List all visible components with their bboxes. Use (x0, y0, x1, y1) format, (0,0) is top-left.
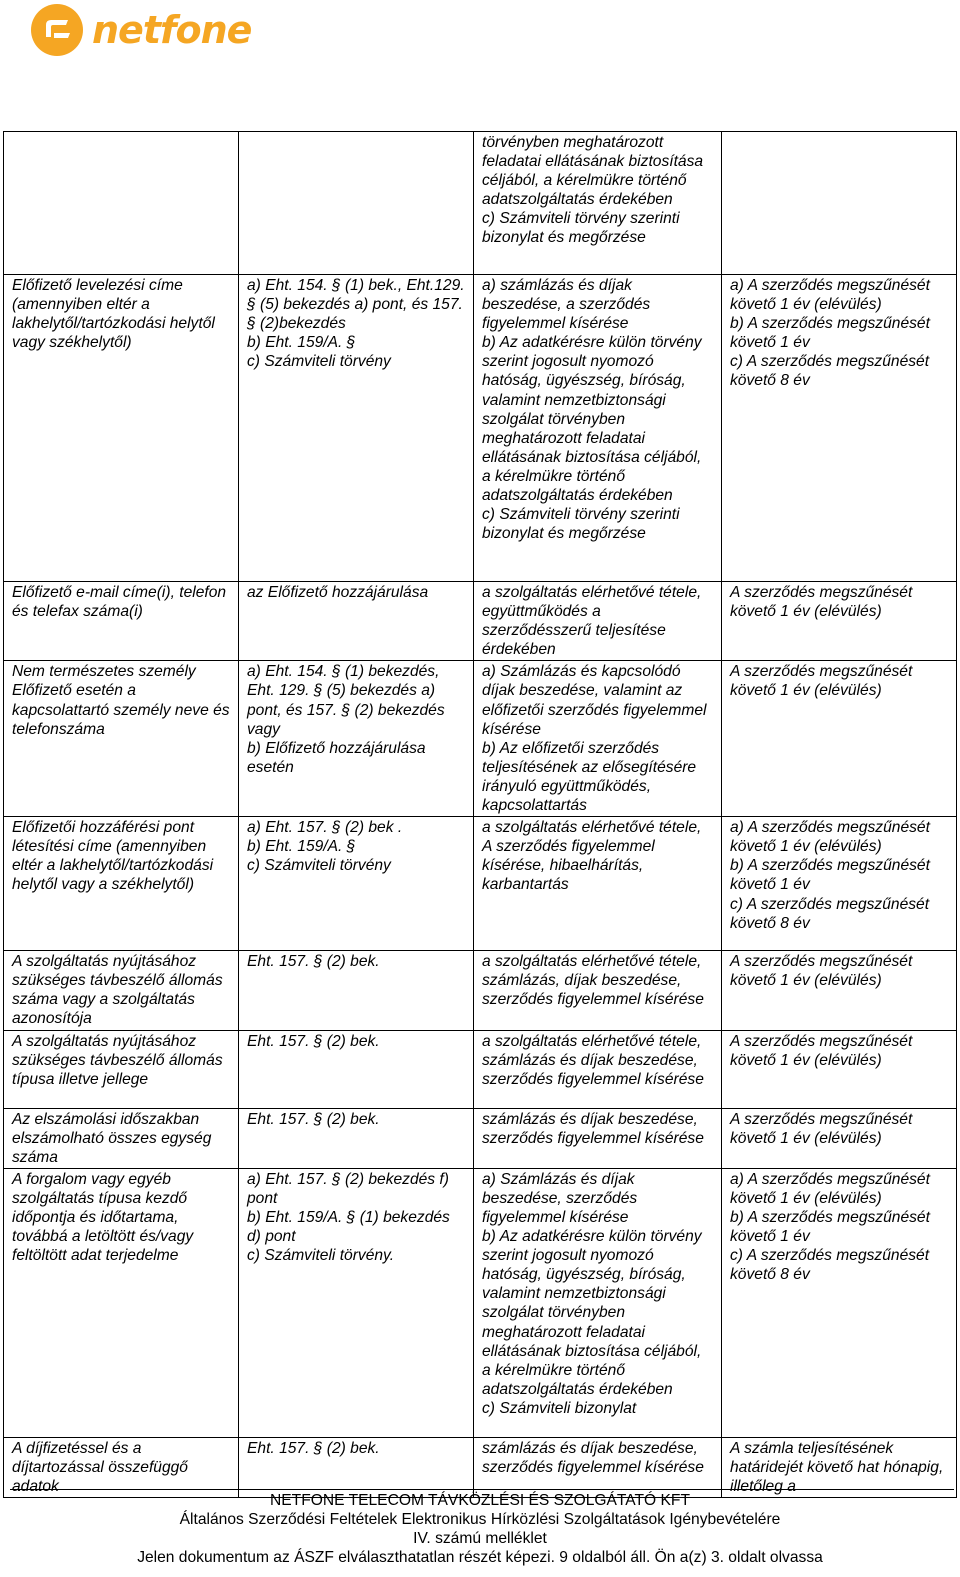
table-cell-c4 (722, 1108, 957, 1168)
footer-company: NETFONE TELECOM TÁVKÖZLÉSI ÉS SZOLGÁTATÓ KFT (270, 1492, 690, 1509)
table-cell-c4 (722, 951, 957, 1030)
cell-text: az Előfizető hozzájárulása (247, 584, 429, 601)
cell-text: a szolgáltatás elérhetővé tétele, együttműködés a szerződésszerű teljesítése érdekében (482, 584, 702, 659)
netfone-wordmark: netfone (92, 8, 252, 52)
table-cell-c2 (239, 275, 474, 582)
cell-text: b) Eht. 159/A. § (247, 838, 356, 856)
table-cell-c4 (722, 275, 957, 582)
cell-text: A forgalom vagy egyéb szolgáltatás típusa kezdő időpontja és időtartama, továbbá a letöltött és/vagy feltöltött adat terjedelme (12, 1170, 194, 1265)
cell-text: A szerződés megszűnését követő 1 év (elévülés) (730, 1032, 913, 1069)
cell-text: b) Eht. 159/A. § (1) bekezdés d) pont (247, 1208, 450, 1246)
table-cell-c4 (722, 661, 957, 817)
table-cell-c1 (4, 1030, 239, 1108)
table-cell-c3 (474, 1030, 722, 1108)
cell-text: c) A szerződés megszűnését követő 8 év (730, 1247, 930, 1284)
cell-text: Eht. 157. § (2) bek. (247, 1110, 380, 1128)
table-row (4, 951, 957, 1030)
cell-text: számlázás és díjak beszedése, szerződés figyelemmel kísérése (482, 1439, 704, 1476)
netfone-logo-icon (30, 3, 84, 57)
netfone-logo (30, 2, 251, 58)
cell-text: a szolgáltatás elérhetővé tétele, számlázás, díjak beszedése, szerződés figyelemmel kísérése (482, 953, 704, 1009)
cell-text: a) A szerződés megszűnését követő 1 év (elévülés) (730, 277, 930, 314)
table-row (4, 132, 957, 275)
data-retention-table (3, 131, 957, 1498)
table-cell-c3 (474, 951, 722, 1030)
cell-text: b) Az adatkérésre külön törvény szerint jogosult nyomozó hatóság, ügyészség, bíróság, valamint nemzetbiztonsági szolgálat törvényben meghatározott feladatai ellátásának biztosítása céljából, a kérelmükre történő adatszolgáltatás érdekében (482, 1228, 702, 1398)
table-cell-c2 (239, 1030, 474, 1108)
table-cell-c2 (239, 132, 474, 275)
table-cell-c4 (722, 582, 957, 661)
table-row (4, 1030, 957, 1108)
table-row (4, 661, 957, 817)
table-cell-c3 (474, 582, 722, 661)
cell-text: a szolgáltatás elérhetővé tétele, (482, 819, 702, 837)
table-cell-c1 (4, 582, 239, 661)
cell-text: b) A szerződés megszűnését követő 1 év (730, 857, 930, 894)
cell-text: Előfizető levelezési címe (amennyiben eltér a lakhelytől/tartózkodási helytől vagy székhelytől) (12, 277, 215, 352)
table-cell-c1 (4, 1168, 239, 1437)
table-cell-c4 (722, 1168, 957, 1437)
cell-text: a) A szerződés megszűnését követő 1 év (elévülés) (730, 1170, 930, 1207)
table-row (4, 582, 957, 661)
table-cell-c3 (474, 661, 722, 817)
cell-text: c) Számviteli törvény szerinti bizonylat és megőrzése (482, 210, 680, 247)
cell-text: A díjfizetéssel és a díjtartozással összefüggő adatok (12, 1439, 188, 1495)
table-cell-c4 (722, 1030, 957, 1108)
cell-text: b) Eht. 159/A. § (247, 334, 356, 352)
table-cell-c3 (474, 132, 722, 275)
footer-doc-title: Általános Szerződési Feltételek Elektronikus Hírközlési Szolgáltatások Igénybevételére (179, 1511, 781, 1528)
cell-text: c) Számviteli törvény (247, 857, 391, 875)
cell-text: A szerződés figyelemmel kísérése, hibaelhárítás, karbantartás (482, 838, 655, 894)
cell-text: A szerződés megszűnését követő 1 év (elévülés) (730, 953, 913, 990)
cell-text: A számla teljesítésének határidejét követő hat hónapig, illetőleg a (730, 1439, 944, 1495)
table-cell-c1 (4, 132, 239, 275)
cell-text: c) Számviteli törvény szerinti bizonylat és megőrzése (482, 506, 680, 543)
table-row (4, 1108, 957, 1168)
table-cell-c3 (474, 817, 722, 951)
table-cell-c2 (239, 817, 474, 951)
cell-text: A szerződés megszűnését követő 1 év (elévülés) (730, 584, 913, 621)
footer-page-note: Jelen dokumentum az ÁSZF elválaszthatatlan részét képezi. 9 oldalból áll. Ön a(z) 3. oldalt olvassa (137, 1549, 823, 1566)
cell-text: b) Előfizető hozzájárulása esetén (247, 739, 426, 776)
table-cell-c2 (239, 951, 474, 1030)
cell-text: a) Eht. 157. § (2) bek . (247, 819, 403, 837)
cell-text: a) Eht. 154. § (1) bek., Eht.129. § (5) bekezdés a) pont, és 157. § (2)bekezdés (247, 277, 465, 333)
cell-text: Előfizető e-mail címe(i), telefon és telefax száma(i) (12, 584, 227, 621)
cell-text: a) A szerződés megszűnését követő 1 év (elévülés) (730, 819, 930, 856)
cell-text: a szolgáltatás elérhetővé tétele, számlázás és díjak beszedése, szerződés figyelemmel kísérése (482, 1032, 704, 1088)
table-cell-c1 (4, 1108, 239, 1168)
table-row (4, 817, 957, 951)
table-cell-c1 (4, 661, 239, 817)
cell-text: b) Az adatkérésre külön törvény szerint jogosult nyomozó hatóság, ügyészség, bíróság, valamint nemzetbiztonsági szolgálat törvényben meghatározott feladatai ellátásának biztosítása céljából, a kérelmükre történő adatszolgáltatás érdekében (482, 334, 702, 505)
cell-text: c) Számviteli bizonylat (482, 1399, 637, 1417)
table-row (4, 1168, 957, 1437)
cell-text: Nem természetes személy Előfizető esetén a kapcsolattartó személy neve és telefonszáma (12, 663, 230, 738)
cell-text: b) Az előfizetői szerződés teljesítésének az elősegítésére irányuló együttműködés, kapcsolattartás (482, 739, 697, 815)
table-cell-c1 (4, 275, 239, 582)
cell-text: c) Számviteli törvény (247, 353, 391, 371)
table-cell-c1 (4, 817, 239, 951)
page-footer (0, 1491, 960, 1567)
table-cell-c1 (4, 951, 239, 1030)
footer-annex: IV. számú melléklet (413, 1530, 547, 1547)
table-cell-c3 (474, 1108, 722, 1168)
footer-divider (10, 1489, 954, 1490)
table-row (4, 275, 957, 582)
cell-text: a) Eht. 157. § (2) bekezdés f) pont (247, 1170, 449, 1207)
table-cell-c2 (239, 582, 474, 661)
cell-text: c) A szerződés megszűnését követő 8 év (730, 895, 930, 932)
cell-text: c) Számviteli törvény. (247, 1247, 395, 1265)
cell-text: b) A szerződés megszűnését követő 1 év (730, 315, 930, 352)
cell-text: A szolgáltatás nyújtásához szükséges távbeszélő állomás típusa illetve jellege (12, 1032, 223, 1088)
table-body (4, 132, 957, 1498)
cell-text: A szolgáltatás nyújtásához szükséges távbeszélő állomás száma vagy a szolgáltatás azonosítója (12, 953, 223, 1028)
table-cell-c3 (474, 1168, 722, 1437)
cell-text: törvényben meghatározott feladatai ellátásának biztosítása céljából, a kérelmükre történő adatszolgáltatás érdekében (482, 134, 704, 209)
cell-text: a) Eht. 154. § (1) bekezdés, Eht. 129. § (5) bekezdés a) pont, és 157. § (2) bekezdés vagy (247, 663, 445, 738)
cell-text: Eht. 157. § (2) bek. (247, 1439, 380, 1457)
cell-text: b) A szerződés megszűnését követő 1 év (730, 1208, 930, 1246)
cell-text: A szerződés megszűnését követő 1 év (elévülés) (730, 663, 913, 700)
table-cell-c2 (239, 1168, 474, 1437)
cell-text: számlázás és díjak beszedése, szerződés figyelemmel kísérése (482, 1110, 704, 1147)
table-cell-c4 (722, 132, 957, 275)
table-cell-c3 (474, 275, 722, 582)
cell-text: a) Számlázás és díjak beszedése, szerződés figyelemmel kísérése (482, 1170, 638, 1226)
cell-text: Előfizetői hozzáférési pont létesítési címe (amennyiben eltér a lakhelytől/tartózkodási helytől vagy a székhelytől) (12, 819, 214, 894)
cell-text: a) számlázás és díjak beszedése, a szerződés figyelemmel kísérése (482, 277, 651, 333)
cell-text: c) A szerződés megszűnését követő 8 év (730, 353, 930, 390)
table-cell-c2 (239, 661, 474, 817)
cell-text: Az elszámolási időszakban elszámolható összes egység száma (12, 1110, 212, 1166)
cell-text: A szerződés megszűnését követő 1 év (elévülés) (730, 1110, 913, 1147)
cell-text: a) Számlázás és kapcsolódó díjak beszedése, valamint az előfizetői szerződés figyelemmel kísérése (482, 663, 707, 738)
cell-text: Eht. 157. § (2) bek. (247, 1032, 380, 1050)
table-cell-c4 (722, 817, 957, 951)
table-cell-c2 (239, 1108, 474, 1168)
cell-text: Eht. 157. § (2) bek. (247, 953, 380, 971)
